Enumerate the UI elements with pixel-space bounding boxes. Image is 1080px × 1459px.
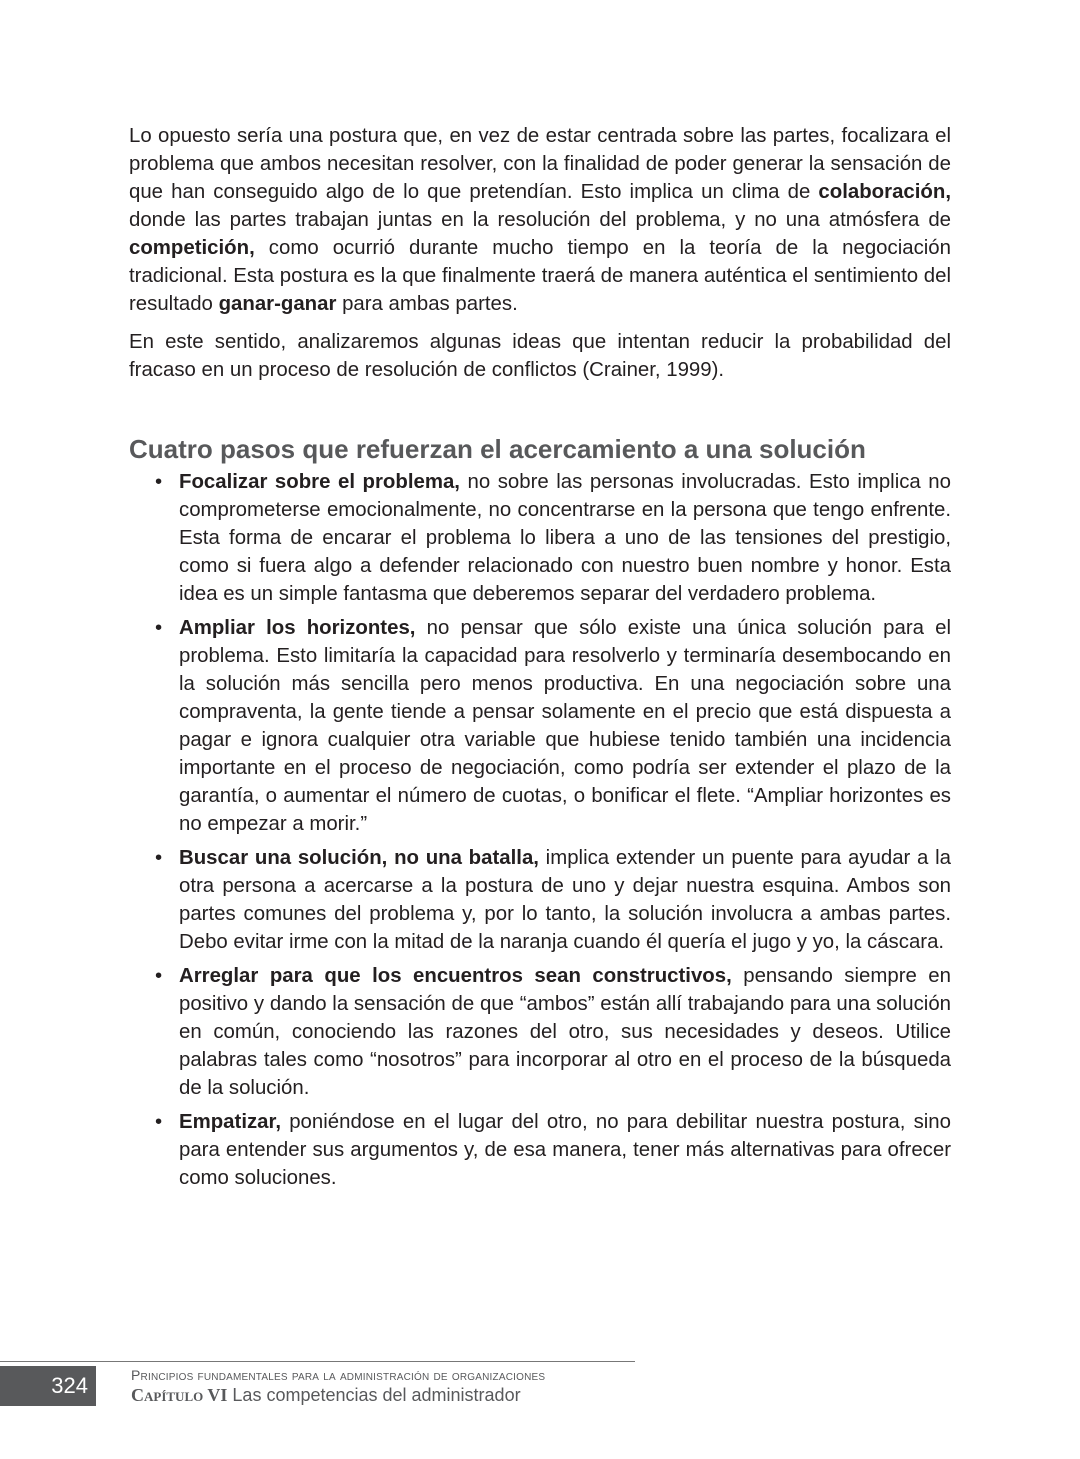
chapter-line [131, 1385, 521, 1406]
list-item [129, 962, 951, 1102]
paragraph-text: como ocurrió durante mucho tiempo en la teoría de la negociación tradicional. Esta postura es la que finalmente traerá de manera auténtica el sentimiento del resultado [129, 237, 951, 315]
list-item-title: Empatizar, [179, 1111, 281, 1133]
page-content [129, 122, 951, 1198]
book-title: Principios fundamentales para la administración de organizaciones [131, 1367, 546, 1383]
footer-divider [0, 1361, 635, 1362]
list-item-title: Focalizar sobre el problema, [179, 471, 460, 493]
list-item-text: pensando siempre en positivo y dando la sensación de que “ambos” están allí trabajando para una solución en común, conociendo las razones del otro, sus necesidades y deseos. Utilice palabras tales como “nosotros” para incorporar al otro en el proceso de la búsqueda de la solución. [179, 965, 951, 1099]
paragraph [129, 122, 951, 318]
list-item-text: poniéndose en el lugar del otro, no para debilitar nuestra postura, sino para entender sus argumentos y, de esa manera, tener más alternativas para ofrecer como soluciones. [179, 1111, 951, 1189]
chapter-label: Capítulo VI [131, 1385, 228, 1405]
paragraph-text: Lo opuesto sería una postura que, en vez de estar centrada sobre las partes, focalizara el problema que ambos necesitan resolver, con la finalidad de poder generar la sensación de que han conseguido algo de lo que pretendían. Esto implica un clima de [129, 125, 951, 203]
list-item [129, 614, 951, 838]
paragraph-text: En este sentido, analizaremos algunas ideas que intentan reducir la probabilidad del fracaso en un proceso de resolución de conflictos (Crainer, 1999). [129, 331, 951, 381]
paragraph-text: para ambas partes. [336, 293, 518, 315]
bullet-icon: • [155, 617, 163, 639]
paragraph [129, 328, 951, 384]
bold-term: ganar-ganar [218, 293, 337, 315]
list-item-title: Ampliar los horizontes, [179, 617, 416, 639]
list-item [129, 468, 951, 608]
list-item-title: Arreglar para que los encuentros sean constructivos, [179, 965, 732, 987]
list-item-title: Buscar una solución, no una batalla, [179, 847, 539, 869]
bullet-icon: • [155, 1111, 163, 1133]
list-item-text: no pensar que sólo existe una única solución para el problema. Esto limitaría la capacidad para resolverlo y terminaría desembocando en la solución más sencilla pero menos productiva. En una negociación sobre una compraventa, la gente tiende a pensar solamente en el precio que está dispuesta a pagar e ignora cualquier otra variable que hubiese tenido también una incidencia importante en el proceso de negociación, como podría ser extender el plazo de la garantía, o aumentar el número de cuotas, o bonificar el flete. “Ampliar horizontes es no empezar a morir.” [179, 617, 951, 835]
list-item-text: implica extender un puente para ayudar a la otra persona a acercarse a la postura de uno y dejar nuestra esquina. Ambos son partes comunes del problema y, por lo tanto, la solución involucra a ambas partes. Debo evitar irme con la mitad de la naranja cuando él quería el jugo y yo, la cáscara. [179, 847, 951, 953]
list-item-text: no sobre las personas involucradas. Esto implica no comprometerse emocionalmente, no concentrarse en la persona que tengo enfrente. Esta forma de encarar el problema lo libera a uno de las tensiones del prestigio, como si fuera algo a defender relacionado con nuestro buen nombre y honor. Esta idea es un simple fantasma que deberemos separar del verdadero problema. [179, 471, 951, 605]
bullet-list [129, 468, 951, 1192]
paragraph-text: donde las partes trabajan juntas en la resolución del problema, y no una atmósfera de [129, 209, 951, 231]
page-number: 324 [0, 1366, 96, 1406]
bold-term: colaboración, [818, 181, 951, 203]
bullet-icon: • [155, 847, 163, 869]
bold-term: competición, [129, 237, 255, 259]
list-item [129, 1108, 951, 1192]
chapter-title: Las competencias del administrador [227, 1385, 521, 1405]
bullet-icon: • [155, 471, 163, 493]
bullet-icon: • [155, 965, 163, 987]
list-item [129, 844, 951, 956]
section-heading: Cuatro pasos que refuerzan el acercamiento a una solución [129, 434, 866, 464]
